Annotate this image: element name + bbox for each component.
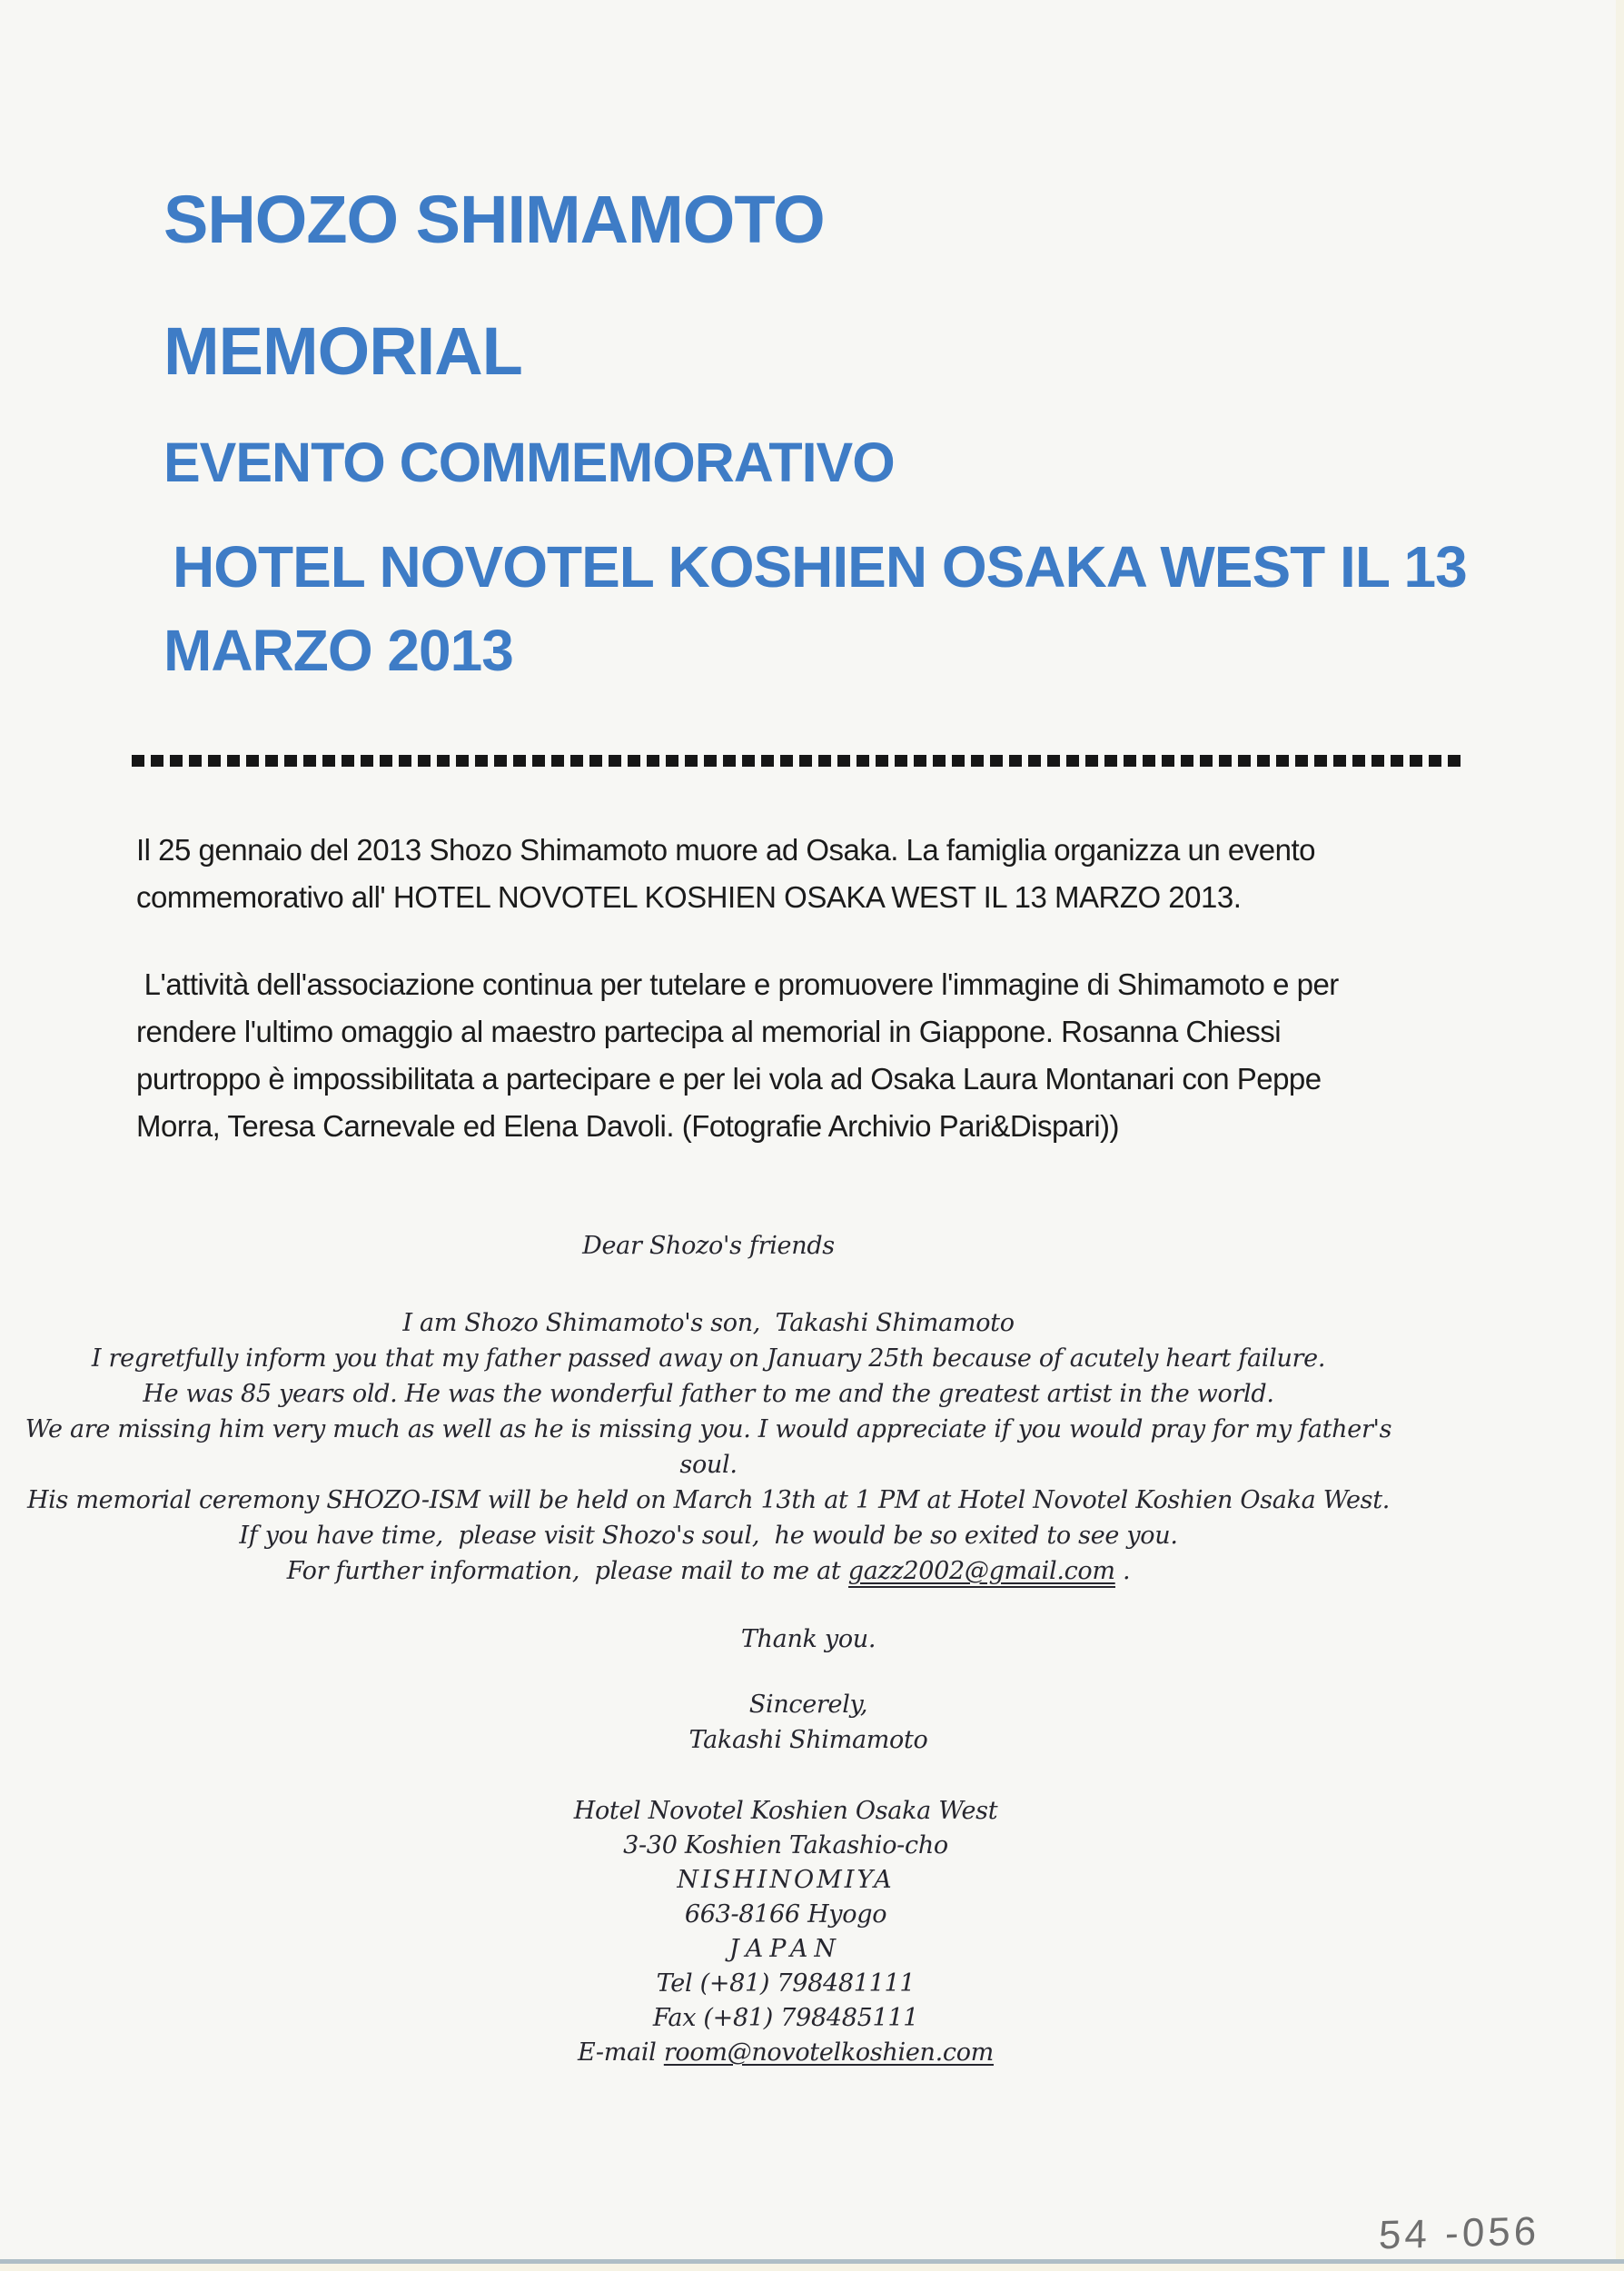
letter-line: His memorial ceremony SHOZO-ISM will be held on March 13th at 1 PM at Hotel Novotel Koshien Osaka West. [26,1486,1391,1514]
memorial-letter [0,1228,1624,2070]
title-line-hotel: HOTEL NOVOTEL KOSHIEN OSAKA WEST IL 13 [173,534,1467,600]
scan-edge-right [1616,0,1624,2271]
letter-line: He was 85 years old. He was the wonderful father to me and the greatest artist in the world. [143,1380,1274,1408]
intro-paragraphs [136,827,1339,1150]
scan-edge-bottom [0,2264,1624,2271]
intro-paragraph-2 [136,961,1339,1150]
further-info-prefix: For further information, please mail to me at [286,1557,848,1585]
further-info-suffix: . [1114,1557,1131,1585]
address-email-line [0,2036,1571,2070]
letter-line: We are missing him very much as well as he is missing you. I would appreciate if you would pray for my father's soul. [25,1415,1400,1479]
address-hotel-name: Hotel Novotel Koshien Osaka West [573,1797,998,1825]
email-label: E-mail [578,2038,664,2067]
letter-signature: Takashi Shimamoto [688,1726,928,1754]
letter-salutation: Dear Shozo's friends [582,1232,835,1260]
letter-line: I regretfully inform you that my father passed away on January 25th because of acutely heart failure. [91,1344,1326,1373]
title-line-memorial: MEMORIAL [163,313,522,389]
gmail-email-link: gazz2002@gmail.com [848,1557,1115,1588]
intro-paragraph-1 [136,827,1339,921]
address-country: JAPAN [728,1935,843,1963]
intro-p2-line: L'attività dell'associazione continua per tutelare e promuovere l'immagine di Shimamoto e per [136,967,1339,1001]
handwritten-archive-number: 54 -056 [1378,2208,1540,2258]
title-line-marzo-2013: MARZO 2013 [163,618,513,683]
letter-closing-block [0,1621,1617,1758]
title-line-evento-commemorativo: EVENTO COMMEMORATIVO [163,431,895,493]
letter-closing: Sincerely, [748,1691,868,1719]
address-fax: Fax (+81) 798485111 [652,2004,919,2032]
letter-line: I am Shozo Shimamoto's son, Takashi Shimamoto [402,1309,1015,1337]
intro-p2-line: rendere l'ultimo omaggio al maestro partecipa al memorial in Giappone. Rosanna Chiessi [136,1015,1282,1048]
title-line-shozo-shimamoto: SHOZO SHIMAMOTO [163,182,825,257]
address-city: NISHINOMIYA [677,1866,895,1894]
dashed-divider [132,755,1463,767]
address-street: 3-30 Koshien Takashio-cho [623,1831,948,1859]
hotel-email-link: room@novotelkoshien.com [663,2038,994,2067]
letter-thanks: Thank you. [740,1625,876,1653]
hotel-address-block [0,1794,1571,2070]
intro-p2-line: purtroppo è impossibilitata a partecipare e per lei vola ad Osaka Laura Montanari con Peppe [136,1062,1322,1096]
letter-body [0,1228,1417,1589]
address-postal: 663-8166 Hyogo [684,1900,887,1929]
intro-p2-line: Morra, Teresa Carnevale ed Elena Davoli. (Fotografie Archivio Pari&Dispari)) [136,1109,1120,1143]
intro-p1-line: commemorativo all' HOTEL NOVOTEL KOSHIEN OSAKA WEST IL 13 MARZO 2013. [136,880,1242,914]
address-tel: Tel (+81) 798481111 [656,1969,916,1998]
letter-further-info-line [0,1553,1417,1589]
letter-line: If you have time, please visit Shozo's soul, he would be so exited to see you. [239,1522,1178,1550]
intro-p1-line: Il 25 gennaio del 2013 Shozo Shimamoto muore ad Osaka. La famiglia organizza un evento [136,833,1316,867]
